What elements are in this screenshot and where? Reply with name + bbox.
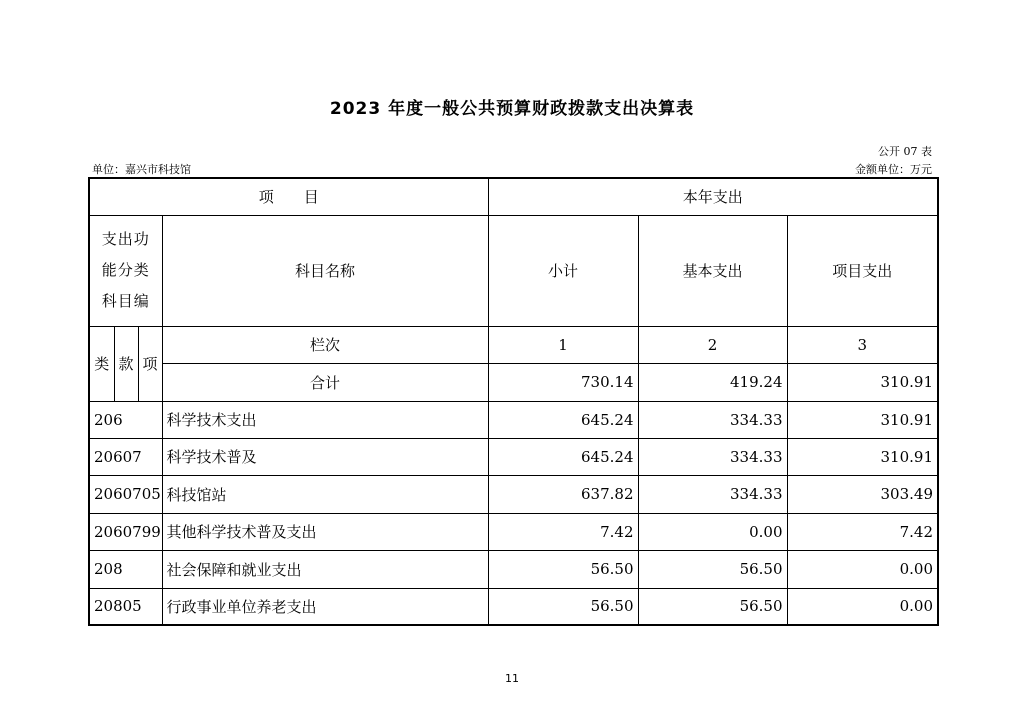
row-project: 303.49: [787, 475, 938, 513]
table-row: [89, 588, 938, 625]
row-name: 科技馆站: [162, 475, 488, 513]
total-subtotal: 730.14: [488, 363, 638, 401]
header-current-year-expenditure: 本年支出: [488, 178, 938, 215]
row-subtotal: 645.24: [488, 401, 638, 438]
column-index-row: [89, 326, 938, 363]
row-subtotal: 56.50: [488, 550, 638, 588]
row-project: 310.91: [787, 438, 938, 475]
row-basic: 0.00: [638, 513, 787, 550]
header-lei: 类: [89, 326, 114, 401]
header-subject-name: 科目名称: [162, 215, 488, 326]
table-row: [89, 438, 938, 475]
column-index-label: 栏次: [162, 326, 488, 363]
document-title: 2023 年度一般公共预算财政拨款支出决算表: [329, 99, 695, 119]
row-name: 社会保障和就业支出: [162, 550, 488, 588]
column-index-1: 1: [488, 326, 638, 363]
row-basic: 56.50: [638, 550, 787, 588]
form-number: 公开 07 表: [878, 145, 932, 158]
row-name: 其他科学技术普及支出: [162, 513, 488, 550]
total-row: [89, 363, 938, 401]
row-code: 208: [89, 550, 162, 588]
row-code: 2060799: [89, 513, 162, 550]
row-code: 20805: [89, 588, 162, 625]
header-project-expenditure: 项目支出: [787, 215, 938, 326]
table-row: [89, 550, 938, 588]
table-row: [89, 513, 938, 550]
header-row-1: [89, 178, 938, 215]
row-code: 20607: [89, 438, 162, 475]
row-code: 206: [89, 401, 162, 438]
column-index-3: 3: [787, 326, 938, 363]
header-xiang: 项: [138, 326, 162, 401]
row-subtotal: 637.82: [488, 475, 638, 513]
table-row: [89, 401, 938, 438]
row-name: 科学技术普及: [162, 438, 488, 475]
row-project: 7.42: [787, 513, 938, 550]
row-project: 310.91: [787, 401, 938, 438]
header-row-2: [89, 215, 938, 326]
row-project: 0.00: [787, 550, 938, 588]
row-project: 0.00: [787, 588, 938, 625]
row-code: 2060705: [89, 475, 162, 513]
row-subtotal: 7.42: [488, 513, 638, 550]
money-unit-label: 金额单位：万元: [855, 163, 932, 176]
row-name: 行政事业单位养老支出: [162, 588, 488, 625]
budget-table: [88, 177, 939, 626]
header-function-classification-code: 支出功能分类科目编: [89, 215, 162, 326]
total-label: 合计: [162, 363, 488, 401]
header-kuan: 款: [114, 326, 138, 401]
header-basic-expenditure: 基本支出: [638, 215, 787, 326]
column-index-2: 2: [638, 326, 787, 363]
total-project: 310.91: [787, 363, 938, 401]
unit-label: 单位：嘉兴市科技馆: [92, 163, 191, 176]
row-subtotal: 56.50: [488, 588, 638, 625]
row-basic: 56.50: [638, 588, 787, 625]
table-row: [89, 475, 938, 513]
header-subtotal: 小计: [488, 215, 638, 326]
row-basic: 334.33: [638, 438, 787, 475]
row-name: 科学技术支出: [162, 401, 488, 438]
header-item: 项 目: [89, 178, 488, 215]
row-subtotal: 645.24: [488, 438, 638, 475]
row-basic: 334.33: [638, 401, 787, 438]
page-number: 11: [505, 672, 519, 685]
row-basic: 334.33: [638, 475, 787, 513]
total-basic: 419.24: [638, 363, 787, 401]
